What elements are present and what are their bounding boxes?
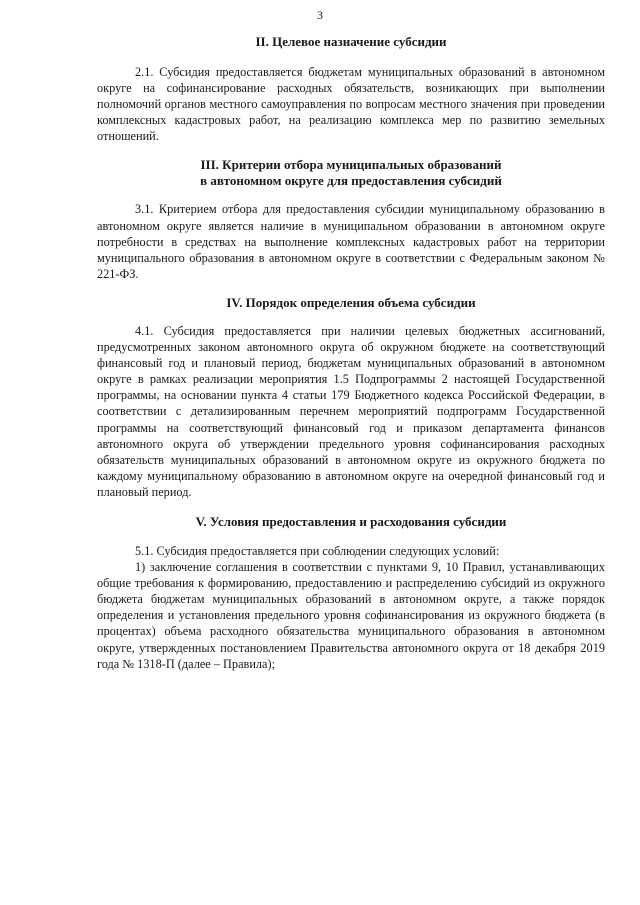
paragraph-2-1: 2.1. Субсидия предоставляется бюджетам муниципальных образований в автономном округе на софинансирование расходных обязательств, возникающих при выполнении полномочий органов местного самоуправления по вопросам местного значения при проведении комплексных кадастровых работ, на реализацию комплекса мер по развитию земельных отношений. <box>97 65 605 144</box>
section-5 <box>97 514 605 672</box>
section-heading-5: V. Условия предоставления и расходования субсидии <box>195 513 507 529</box>
page-number: 3 <box>317 8 323 22</box>
section-4 <box>97 295 605 500</box>
list-item-5-1-1: 1) заключение соглашения в соответствии с пунктами 9, 10 Правил, устанавливающих общие требования к формированию, предоставлению и распределению субсидий из окружного бюджета бюджетам муниципальных образований в автономном округе, а также порядок определения и установления предельного уровня софинансирования из окружного бюджета (в процентах) объема расходного обязательства муниципального образования в автономном округе, утвержденных постановлением Правительства автономного округа от 18 декабря 2019 года № 1318-П (далее – Правила); <box>97 560 605 671</box>
section-heading-4: IV. Порядок определения объема субсидии <box>226 294 476 310</box>
paragraph-4-1: 4.1. Субсидия предоставляется при наличии целевых бюджетных ассигнований, предусмотренных законом автономного округа об окружном бюджете на соответствующий финансовый год и плановый период, бюджетам муниципальных образований в автономном округе в рамках реализации мероприятия 1.5 Подпрограммы 2 настоящей Государственной программы, на основании пункта 4 статьи 179 Бюджетного кодекса Российской Федерации, в соответствии с детализированным перечнем мероприятий подпрограмм Государственной программы на соответствующий финансовый год и приказом департамента финансов автономного округа об утверждении предельного уровня софинансирования расходных обязательств муниципальных образований в автономном округе из окружного бюджета по каждому муниципальному образованию в автономном округе на очередной финансовый год и плановый период. <box>97 323 605 499</box>
section-heading-2: II. Целевое назначение субсидии <box>255 34 447 49</box>
section-heading-3-line2: в автономном округе для предоставления субсидий <box>200 173 502 189</box>
paragraph-5-1: 5.1. Субсидия предоставляется при соблюдении следующих условий: <box>135 543 500 558</box>
section-heading-3-line1: III. Критерии отбора муниципальных образований <box>200 157 502 173</box>
paragraph-3-1: 3.1. Критерием отбора для предоставления субсидии муниципальному образованию в автономном округе является наличие в муниципальном образовании в автономном округе потребности в средствах на выполнение комплексных кадастровых работ на территории муниципального образования в автономном округе в соответствии с Федеральным законом № 221-ФЗ. <box>97 202 605 281</box>
document-body <box>97 34 605 672</box>
section-2 <box>97 34 605 144</box>
section-3 <box>97 157 605 281</box>
